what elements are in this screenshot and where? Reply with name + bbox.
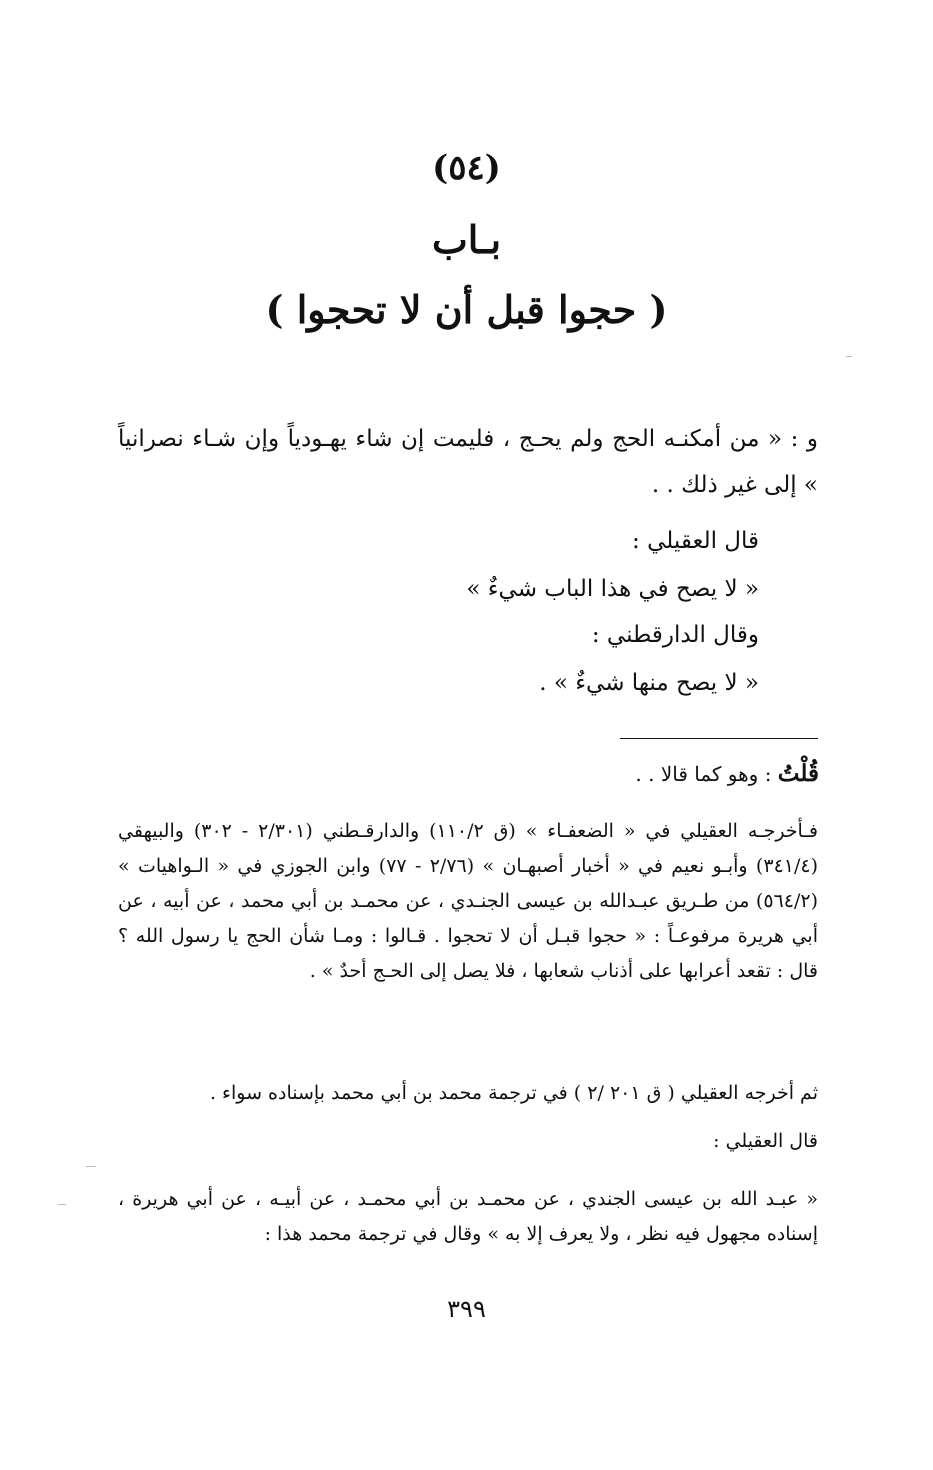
quote-line: « لا يصح في هذا الباب شيءٌ » bbox=[466, 576, 759, 602]
chapter-number: (٥٤) bbox=[432, 148, 501, 188]
margin-mark bbox=[846, 356, 852, 357]
quote-line: « لا يصح منها شيءٌ » . bbox=[539, 670, 759, 696]
footnote-paragraph: « عبـد الله بن عيسى الجندي ، عن محمـد بن أبي محمـد ، عن أبيـه ، عن أبي هريرة ، إسناده مجهول فيه نظر ، ولا يعرف إلا به » وقال في ترجمة محمد هذا : bbox=[118, 1188, 818, 1245]
qultu-rest: : وهو كما قالا . . bbox=[635, 762, 778, 786]
footnote-separator bbox=[620, 738, 818, 739]
margin-mark bbox=[58, 1204, 66, 1205]
footnote-paragraph: فـأخرجـه العقيلي في « الضعفـاء » (ق ١١٠/٢) والدارقـطني (٢/٣٠١ - ٣٠٢) والبيهقي (٣٤١/٤) وأبـو نعيم في « أخبار أصبهـان » (٢/٧٦ - ٧٧) وابن الجوزي في « الـواهيات » (٥٦٤/٢) من طـريق عبـدالله بن عيسى الجنـدي ، عن محمـد بن أبي محمد ، عن أبيه ، عن أبي هريرة مرفوعـاً : « حجوا قبـل أن لا تحجوا . قـالوا : ومـا شأن الحج يا رسول الله ؟ قال : تقعد أعرابها على أذناب شعابها ، فلا يصل إلى الحـج أحدٌ » . bbox=[118, 820, 819, 982]
footnote-paragraph: ثم أخرجه العقيلي ( ق ٢٠١ /٢ ) في ترجمة محمد بن أبي محمد بإسناده سواء . bbox=[209, 1082, 818, 1104]
margin-mark bbox=[86, 1166, 96, 1167]
quote-line: قال العقيلي : bbox=[632, 528, 759, 554]
footnote-paragraph: قال العقيلي : bbox=[713, 1130, 818, 1152]
quote-line: وقال الدارقطني : bbox=[591, 622, 759, 648]
page-number: ٣٩٩ bbox=[447, 1295, 486, 1323]
main-text: و : « من أمكنـه الحج ولم يحـج ، فليمت إن شاء يهـودياً وإن شـاء نصرانياً » إلى غير ذلك . . bbox=[118, 426, 818, 498]
qultu-word: قُلْتُ bbox=[777, 760, 819, 787]
footnote-lead bbox=[635, 754, 819, 794]
chapter-heading: بـاب bbox=[431, 217, 502, 262]
chapter-title: ( حجوا قبل أن لا تحجوا ) bbox=[265, 287, 668, 332]
